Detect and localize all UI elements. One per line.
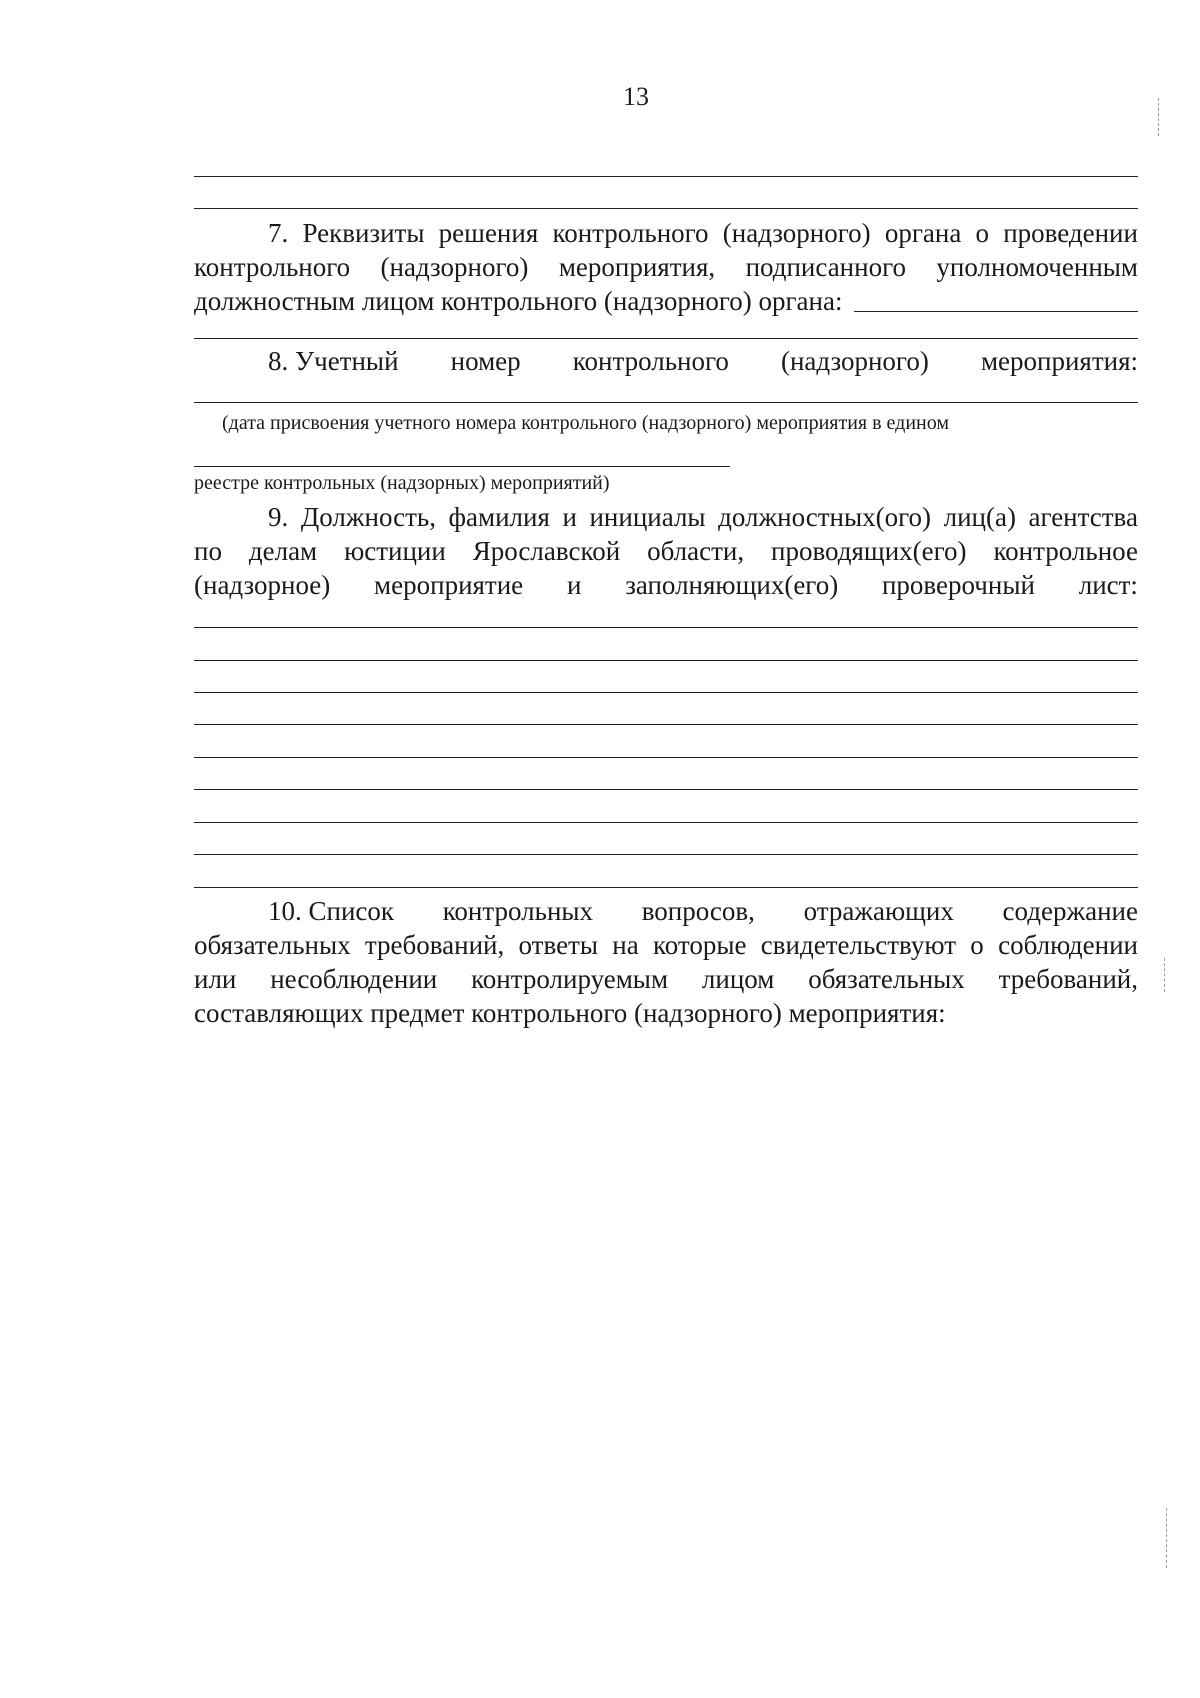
section7-line2-text <box>194 250 1138 284</box>
page-number: 13 <box>623 82 649 111</box>
word: контрольного <box>552 218 709 248</box>
blank-line <box>194 887 1138 888</box>
word: проведении <box>1003 218 1138 248</box>
word: инициалы <box>589 502 706 532</box>
section9-line2 <box>194 534 1138 568</box>
section10-line2 <box>194 928 1138 962</box>
word: обязательных <box>808 964 965 994</box>
section10-line3 <box>194 962 1138 996</box>
section10-line4-text: составляющих предмет контрольного (надзорного) мероприятия: <box>194 998 946 1028</box>
word: несоблюдении <box>270 964 438 994</box>
section7-line3 <box>194 284 1138 318</box>
section8-word: мероприятия: <box>980 346 1138 376</box>
section9-word: проверочный <box>881 570 1035 600</box>
blank-line <box>194 854 1138 855</box>
section10-line2-text <box>194 928 1138 962</box>
word: Ярославской <box>472 536 621 566</box>
word: агентства <box>1028 502 1138 532</box>
word: (надзорного) <box>722 218 871 248</box>
word: соблюдении <box>998 930 1138 960</box>
word: которые <box>653 930 747 960</box>
section8-word: 8. Учетный <box>268 346 399 376</box>
word: подписанного <box>745 252 906 282</box>
section7-line2 <box>194 250 1138 284</box>
word: области, <box>647 536 745 566</box>
section8-word: контрольного <box>572 346 729 376</box>
word: ответы <box>518 930 598 960</box>
blank-line <box>194 757 1138 758</box>
section9-line1 <box>194 500 1138 534</box>
section8-line1 <box>194 344 1138 378</box>
word: контрольное <box>993 536 1138 566</box>
section9-line2-text <box>194 534 1138 568</box>
blank-line <box>194 627 1138 628</box>
word: органа <box>884 218 962 248</box>
word: обязательных <box>194 930 351 960</box>
word: и <box>562 502 577 532</box>
blank-line <box>194 822 1138 823</box>
blank-line <box>194 176 1138 177</box>
word: уполномоченным <box>936 252 1138 282</box>
word: требований, <box>998 964 1138 994</box>
word: о <box>970 930 984 960</box>
scan-mark <box>1164 958 1166 992</box>
word: контрольного <box>194 252 351 282</box>
section8-note-line1: (дата присвоения учетного номера контрольного (надзорного) мероприятия в едином <box>222 412 950 434</box>
section10-word: содержание <box>1002 896 1138 926</box>
word: проводящих(его) <box>771 536 967 566</box>
answer-blank <box>854 287 1138 312</box>
section7-line1-text <box>268 216 1138 250</box>
section8-word: (надзорного) <box>780 346 929 376</box>
section10-line4 <box>194 996 1138 1030</box>
word: по <box>194 536 222 566</box>
section8-note-line2: реестре контрольных (надзорных) мероприятий) <box>194 472 610 494</box>
word: о <box>975 218 990 248</box>
section9-word: мероприятие <box>374 570 524 600</box>
section10-word: 10. Список <box>268 896 395 926</box>
word: мероприятия, <box>558 252 716 282</box>
word: контролируемым <box>471 964 669 994</box>
section10-word: отражающих <box>803 896 954 926</box>
word: свидетельствуют <box>760 930 956 960</box>
word: требований, <box>364 930 505 960</box>
section9-line1-text <box>268 500 1138 534</box>
word: решения <box>438 218 539 248</box>
section10-word: контрольных <box>442 896 594 926</box>
section7-line1 <box>194 216 1138 250</box>
word: фамилия <box>448 502 550 532</box>
word: Должность, <box>300 502 436 532</box>
section9-line3 <box>194 568 1138 602</box>
section9-word: лист: <box>1078 570 1138 600</box>
scan-mark <box>1166 1508 1168 1568</box>
blank-line <box>194 692 1138 693</box>
word: лиц(а) <box>943 502 1016 532</box>
blank-line <box>194 789 1138 790</box>
word: Реквизиты <box>302 218 425 248</box>
scan-mark <box>1158 98 1160 136</box>
section9-word: (надзорное) <box>194 570 331 600</box>
section9-word: заполняющих(его) <box>625 570 839 600</box>
word: юстиции <box>344 536 446 566</box>
blank-line <box>194 338 1138 339</box>
blank-line <box>194 660 1138 661</box>
word: должностных(ого) <box>718 502 932 532</box>
blank-line-short <box>194 466 730 467</box>
section10-line3-text <box>194 962 1138 996</box>
word: или <box>194 964 237 994</box>
word: 9. <box>268 502 289 532</box>
word: делам <box>248 536 318 566</box>
word: лицом <box>701 964 775 994</box>
blank-line <box>194 724 1138 725</box>
word: (надзорного) <box>380 252 529 282</box>
blank-line <box>194 402 1138 403</box>
section8-word: номер <box>450 346 521 376</box>
word: на <box>612 930 639 960</box>
section10-line1 <box>194 894 1138 928</box>
section7-line3-text: должностным лицом контрольного (надзорного) органа: <box>194 286 843 316</box>
blank-line <box>194 208 1138 209</box>
section9-word: и <box>566 570 582 600</box>
word: 7. <box>268 218 289 248</box>
section10-word: вопросов, <box>641 896 755 926</box>
